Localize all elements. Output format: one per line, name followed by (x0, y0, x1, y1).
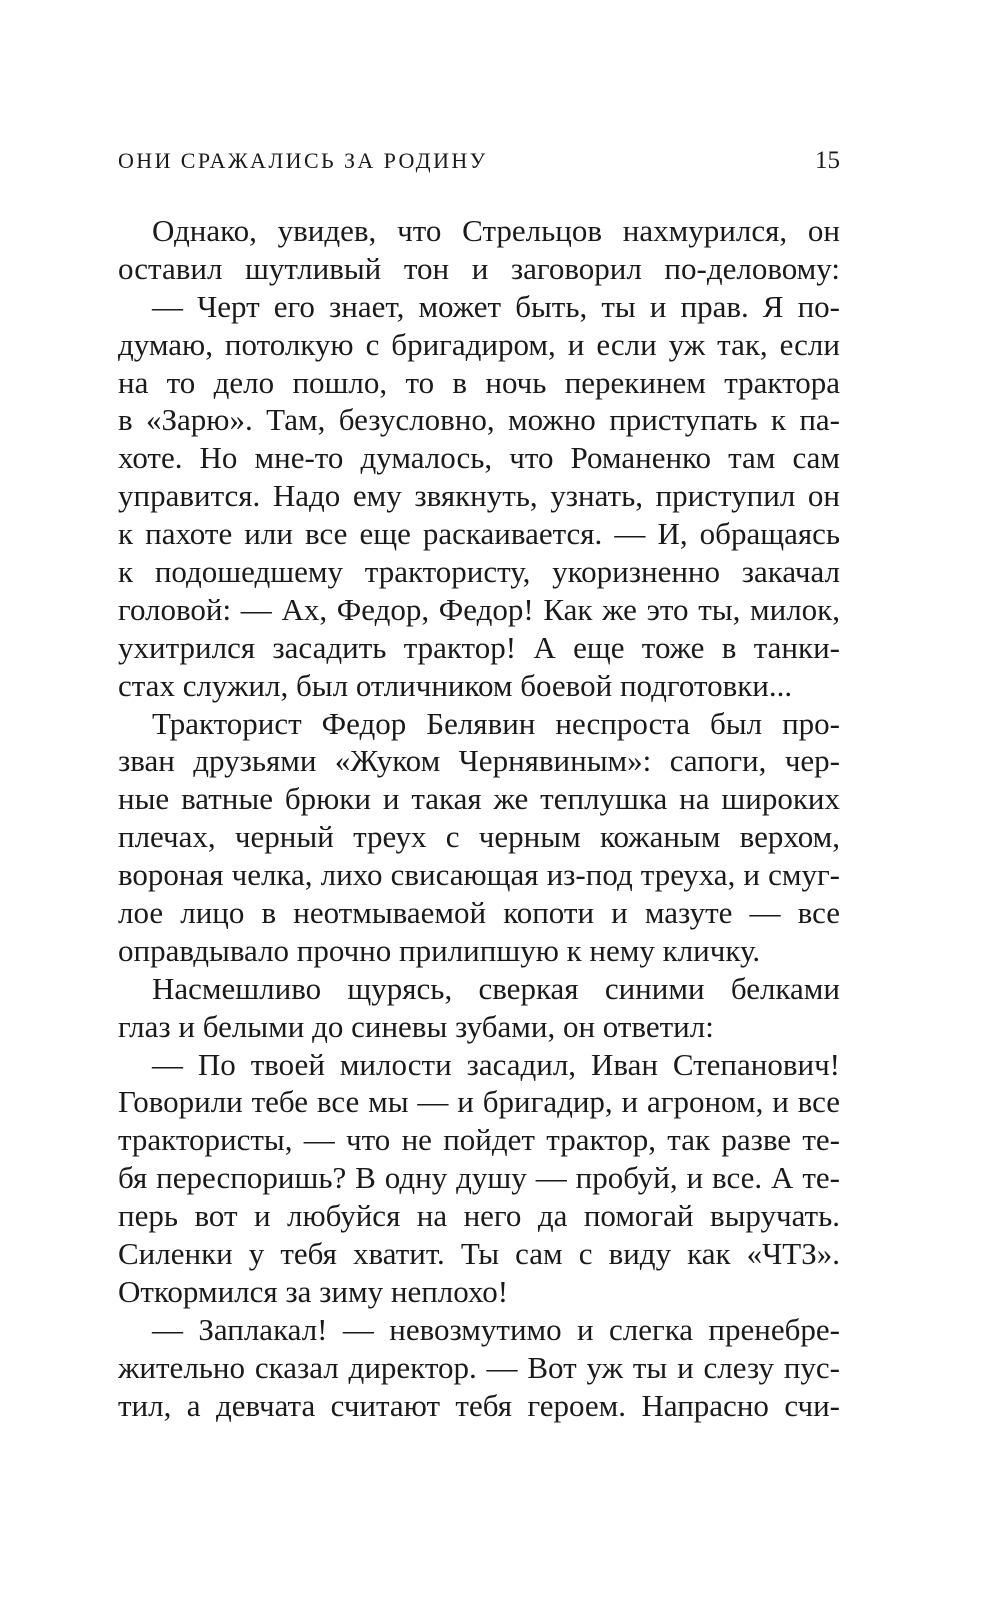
text-line: стах служил, был отличником боевой подготовки... (118, 667, 793, 703)
text-line: ные ватные брюки и такая же теплушка на широких (118, 781, 840, 817)
text-line: плечах, черный треух с черным кожаным верхом, (118, 819, 840, 855)
text-line: трактористы, — что не пойдет трактор, так разве те- (118, 1122, 840, 1158)
text-line: оставил шутливый тон и заговорил по-деловому: (118, 250, 840, 286)
text-line: Однако, увидев, что Стрельцов нахмурился, он (152, 213, 840, 248)
text-line: Тракторист Федор Белявин неспроста был про- (152, 705, 840, 741)
running-head (118, 146, 840, 176)
text-line: думаю, потолкую с бригадиром, и если уж так, если (118, 326, 840, 362)
text-line: хоте. Но мне-то думалось, что Романенко там сам (118, 440, 840, 476)
text-line: к подошедшему трактористу, укоризненно закачал (118, 554, 840, 590)
text-line: глаз и белыми до синевы зубами, он ответил: (118, 1008, 714, 1044)
text-line: головой: — Ах, Федор, Федор! Как же это ты, милок, (118, 591, 840, 627)
text-line: управится. Надо ему звякнуть, узнать, приступил он (118, 478, 840, 514)
text-line: зван друзьями «Жуком Чернявиным»: сапоги, чер- (118, 743, 840, 779)
page-number: 15 (815, 147, 840, 174)
text-line: тил, а девчата считают тебя героем. Напрасно счи- (118, 1387, 840, 1423)
text-line: — По твоей милости засадил, Иван Степанович! (152, 1046, 840, 1082)
text-line: в «Зарю». Там, безусловно, можно приступать к па- (118, 402, 840, 438)
running-title: ОНИ СРАЖАЛИСЬ ЗА РОДИНУ (118, 148, 488, 173)
body-text (118, 212, 840, 1425)
text-line: воронaя челка, лихо свисающая из-под треуха, и смуг- (118, 857, 840, 893)
text-line: Откормился за зиму неплохо! (118, 1273, 509, 1309)
text-line: Говорили тебе все мы — и бригадир, и агроном, и все (118, 1084, 840, 1120)
text-line: ухитрился засадить трактор! А еще тоже в танки- (118, 629, 840, 665)
text-line: — Черт его знает, может быть, ты и прав. Я по- (152, 288, 840, 324)
text-line: перь вот и любуйся на него да помогай выручать. (118, 1198, 840, 1234)
text-line: оправдывало прочно прилипшую к нему кличку. (118, 932, 761, 968)
text-line: к пахоте или все еще раскаивается. — И, обращаясь (118, 516, 840, 552)
text-line: Насмешливо щурясь, сверкая синими белками (152, 970, 840, 1006)
text-line: жительно сказал директор. — Вот уж ты и слезу пус- (118, 1349, 840, 1385)
text-line: лое лицо в неотмываемой копоти и мазуте — все (118, 895, 840, 931)
text-line: на то дело пошло, то в ночь перекинем трактора (118, 364, 840, 400)
text-line: Силенки у тебя хватит. Ты сам с виду как «ЧТЗ». (118, 1236, 840, 1272)
text-line: бя переспоришь? В одну душу — пробуй, и все. А те- (118, 1160, 840, 1196)
text-line: — Заплакал! — невозмутимо и слегка пренебре- (152, 1311, 840, 1347)
